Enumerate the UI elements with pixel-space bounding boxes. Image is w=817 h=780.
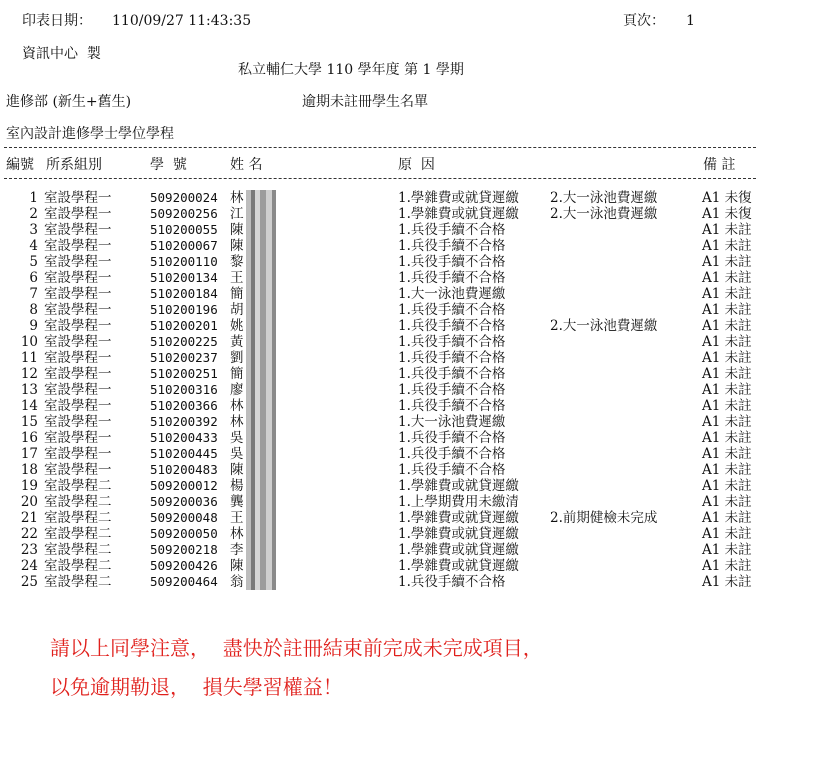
row-number: 24 — [20, 558, 38, 574]
row-note: A1 未註 — [702, 286, 752, 302]
notice-line-2: 以免逾期勒退， 損失學習權益！ — [50, 675, 343, 699]
row-number: 5 — [29, 254, 38, 270]
row-number: 2 — [29, 206, 38, 222]
row-reason-1: 1.學雜費或就貸遲繳 — [398, 558, 519, 574]
row-student-id: 510200201 — [150, 318, 218, 333]
table-row — [0, 190, 817, 206]
row-dept: 室設學程一 — [44, 318, 112, 334]
redacted-name — [246, 366, 276, 382]
row-note: A1 未註 — [702, 270, 752, 286]
row-surname: 陳 — [230, 238, 244, 254]
row-note: A1 未註 — [702, 574, 752, 590]
row-dept: 室設學程一 — [44, 398, 112, 414]
row-dept: 室設學程一 — [44, 270, 112, 286]
table-row — [0, 430, 817, 446]
row-student-id: 510200110 — [150, 254, 218, 269]
student-table — [0, 190, 817, 590]
row-number: 18 — [20, 462, 38, 478]
row-note: A1 未註 — [702, 414, 752, 430]
table-row — [0, 334, 817, 350]
redacted-name — [246, 334, 276, 350]
row-surname: 劉 — [230, 350, 244, 366]
row-reason-1: 1.兵役手續不合格 — [398, 462, 506, 478]
top-divider — [4, 147, 756, 148]
table-row — [0, 446, 817, 462]
row-dept: 室設學程一 — [44, 334, 112, 350]
table-row — [0, 542, 817, 558]
row-dept: 室設學程二 — [44, 558, 112, 574]
row-dept: 室設學程一 — [44, 206, 112, 222]
row-surname: 簡 — [230, 286, 244, 302]
row-reason-1: 1.學雜費或就貸遲繳 — [398, 478, 519, 494]
row-student-id: 509200048 — [150, 510, 218, 525]
maker-label: 資訊中心 製 — [22, 46, 101, 62]
row-note: A1 未註 — [702, 254, 752, 270]
row-surname: 李 — [230, 542, 244, 558]
row-surname: 陳 — [230, 222, 244, 238]
row-reason-1: 1.學雜費或就貸遲繳 — [398, 510, 519, 526]
row-student-id: 509200036 — [150, 494, 218, 509]
row-number: 14 — [20, 398, 38, 414]
notice-line-1: 請以上同學注意， 盡快於註冊結束前完成未完成項目， — [50, 636, 543, 660]
row-surname: 陳 — [230, 558, 244, 574]
row-dept: 室設學程一 — [44, 222, 112, 238]
table-row — [0, 494, 817, 510]
redacted-name — [246, 222, 276, 238]
row-note: A1 未註 — [702, 542, 752, 558]
row-student-id: 510200067 — [150, 238, 218, 253]
table-row — [0, 302, 817, 318]
row-number: 1 — [29, 190, 38, 206]
redacted-name — [246, 254, 276, 270]
row-dept: 室設學程二 — [44, 542, 112, 558]
row-number: 7 — [29, 286, 38, 302]
row-number: 6 — [29, 270, 38, 286]
table-row — [0, 350, 817, 366]
redacted-name — [246, 238, 276, 254]
row-note: A1 未註 — [702, 446, 752, 462]
redacted-name — [246, 510, 276, 526]
row-reason-2: 2.前期健檢未完成 — [550, 510, 658, 526]
row-reason-1: 1.學雜費或就貸遲繳 — [398, 190, 519, 206]
row-surname: 林 — [230, 398, 244, 414]
row-number: 10 — [20, 334, 38, 350]
redacted-name — [246, 190, 276, 206]
row-student-id: 510200251 — [150, 366, 218, 381]
row-reason-1: 1.學雜費或就貸遲繳 — [398, 206, 519, 222]
report-name: 逾期未註冊學生名單 — [302, 94, 428, 110]
row-surname: 吳 — [230, 430, 244, 446]
table-row — [0, 478, 817, 494]
row-note: A1 未註 — [702, 222, 752, 238]
table-row — [0, 510, 817, 526]
table-row — [0, 254, 817, 270]
redacted-name — [246, 542, 276, 558]
row-surname: 林 — [230, 414, 244, 430]
col-name: 姓 名 — [230, 157, 263, 173]
row-student-id: 510200134 — [150, 270, 218, 285]
row-student-id: 510200366 — [150, 398, 218, 413]
row-surname: 林 — [230, 190, 244, 206]
row-number: 20 — [20, 494, 38, 510]
row-dept: 室設學程二 — [44, 510, 112, 526]
row-reason-1: 1.兵役手續不合格 — [398, 366, 506, 382]
row-reason-1: 1.兵役手續不合格 — [398, 382, 506, 398]
redacted-name — [246, 398, 276, 414]
col-note: 備 註 — [703, 157, 736, 173]
row-note: A1 未註 — [702, 318, 752, 334]
row-surname: 林 — [230, 526, 244, 542]
redacted-name — [246, 462, 276, 478]
table-row — [0, 206, 817, 222]
row-note: A1 未註 — [702, 526, 752, 542]
row-surname: 楊 — [230, 478, 244, 494]
row-note: A1 未註 — [702, 302, 752, 318]
row-number: 9 — [29, 318, 38, 334]
redacted-name — [246, 414, 276, 430]
row-reason-1: 1.兵役手續不合格 — [398, 446, 506, 462]
row-student-id: 510200196 — [150, 302, 218, 317]
redacted-name — [246, 430, 276, 446]
row-note: A1 未註 — [702, 510, 752, 526]
row-student-id: 509200012 — [150, 478, 218, 493]
row-dept: 室設學程二 — [44, 478, 112, 494]
report-title: 私立輔仁大學 110 學年度 第 1 學期 — [238, 62, 464, 78]
redacted-name — [246, 270, 276, 286]
row-student-id: 509200464 — [150, 574, 218, 589]
row-note: A1 未註 — [702, 238, 752, 254]
row-dept: 室設學程一 — [44, 430, 112, 446]
row-dept: 室設學程一 — [44, 414, 112, 430]
row-note: A1 未註 — [702, 350, 752, 366]
table-row — [0, 286, 817, 302]
header-divider — [4, 178, 756, 179]
row-reason-1: 1.兵役手續不合格 — [398, 430, 506, 446]
row-student-id: 510200184 — [150, 286, 218, 301]
table-row — [0, 222, 817, 238]
row-note: A1 未註 — [702, 478, 752, 494]
row-reason-1: 1.兵役手續不合格 — [398, 350, 506, 366]
row-note: A1 未註 — [702, 334, 752, 350]
row-note: A1 未註 — [702, 430, 752, 446]
table-row — [0, 574, 817, 590]
row-reason-1: 1.兵役手續不合格 — [398, 334, 506, 350]
col-no: 編號 — [6, 157, 34, 173]
row-reason-1: 1.學雜費或就貸遲繳 — [398, 542, 519, 558]
row-number: 13 — [20, 382, 38, 398]
row-dept: 室設學程一 — [44, 254, 112, 270]
row-dept: 室設學程二 — [44, 526, 112, 542]
row-number: 8 — [29, 302, 38, 318]
redacted-name — [246, 350, 276, 366]
page-label: 頁次： — [623, 13, 665, 29]
table-row — [0, 414, 817, 430]
row-number: 25 — [20, 574, 38, 590]
row-surname: 龔 — [230, 494, 244, 510]
row-surname: 姚 — [230, 318, 244, 334]
row-reason-1: 1.兵役手續不合格 — [398, 574, 506, 590]
row-surname: 吳 — [230, 446, 244, 462]
row-dept: 室設學程二 — [44, 574, 112, 590]
table-row — [0, 270, 817, 286]
row-number: 12 — [20, 366, 38, 382]
row-dept: 室設學程一 — [44, 446, 112, 462]
row-student-id: 510200237 — [150, 350, 218, 365]
print-date: 110/09/27 11:43:35 — [112, 13, 252, 29]
row-student-id: 510200483 — [150, 462, 218, 477]
program-name: 室內設計進修學士學位學程 — [6, 126, 174, 142]
redacted-name — [246, 526, 276, 542]
row-number: 17 — [20, 446, 38, 462]
division-label: 進修部 (新生+舊生) — [6, 94, 132, 110]
row-note: A1 未註 — [702, 382, 752, 398]
row-reason-1: 1.兵役手續不合格 — [398, 302, 506, 318]
redacted-name — [246, 318, 276, 334]
row-reason-1: 1.大一泳池費遲繳 — [398, 286, 506, 302]
row-reason-2: 2.大一泳池費遲繳 — [550, 190, 658, 206]
row-number: 19 — [20, 478, 38, 494]
redacted-name — [246, 206, 276, 222]
table-row — [0, 398, 817, 414]
row-student-id: 510200055 — [150, 222, 218, 237]
table-row — [0, 238, 817, 254]
print-date-label: 印表日期： — [22, 13, 92, 29]
row-surname: 陳 — [230, 462, 244, 478]
row-reason-1: 1.兵役手續不合格 — [398, 238, 506, 254]
redacted-name — [246, 382, 276, 398]
table-row — [0, 318, 817, 334]
table-row — [0, 526, 817, 542]
row-reason-2: 2.大一泳池費遲繳 — [550, 206, 658, 222]
redacted-name — [246, 286, 276, 302]
redacted-name — [246, 478, 276, 494]
row-dept: 室設學程一 — [44, 190, 112, 206]
row-surname: 翁 — [230, 574, 244, 590]
redacted-name — [246, 302, 276, 318]
row-dept: 室設學程一 — [44, 286, 112, 302]
page-number: 1 — [686, 13, 695, 29]
row-surname: 黃 — [230, 334, 244, 350]
row-number: 3 — [29, 222, 38, 238]
row-reason-1: 1.兵役手續不合格 — [398, 398, 506, 414]
row-reason-1: 1.兵役手續不合格 — [398, 318, 506, 334]
col-student-id: 學 號 — [150, 157, 187, 173]
row-reason-1: 1.兵役手續不合格 — [398, 222, 506, 238]
row-student-id: 509200218 — [150, 542, 218, 557]
row-student-id: 509200024 — [150, 190, 218, 205]
row-dept: 室設學程一 — [44, 302, 112, 318]
row-student-id: 509200050 — [150, 526, 218, 541]
row-surname: 王 — [230, 270, 244, 286]
table-row — [0, 558, 817, 574]
redacted-name — [246, 446, 276, 462]
row-dept: 室設學程一 — [44, 462, 112, 478]
row-number: 21 — [20, 510, 38, 526]
row-reason-1: 1.兵役手續不合格 — [398, 270, 506, 286]
row-reason-2: 2.大一泳池費遲繳 — [550, 318, 658, 334]
table-row — [0, 382, 817, 398]
row-surname: 黎 — [230, 254, 244, 270]
row-surname: 簡 — [230, 366, 244, 382]
row-student-id: 510200316 — [150, 382, 218, 397]
row-dept: 室設學程二 — [44, 494, 112, 510]
row-note: A1 未註 — [702, 494, 752, 510]
row-dept: 室設學程一 — [44, 366, 112, 382]
row-reason-1: 1.上學期費用未繳清 — [398, 494, 519, 510]
col-reason: 原 因 — [398, 157, 435, 173]
row-surname: 王 — [230, 510, 244, 526]
table-row — [0, 462, 817, 478]
row-number: 11 — [20, 350, 38, 366]
redacted-name — [246, 574, 276, 590]
table-row — [0, 366, 817, 382]
row-note: A1 未註 — [702, 462, 752, 478]
row-note: A1 未註 — [702, 366, 752, 382]
col-dept: 所系組別 — [46, 157, 102, 173]
row-dept: 室設學程一 — [44, 238, 112, 254]
row-student-id: 510200445 — [150, 446, 218, 461]
row-student-id: 509200426 — [150, 558, 218, 573]
row-reason-1: 1.學雜費或就貸遲繳 — [398, 526, 519, 542]
row-number: 23 — [20, 542, 38, 558]
redacted-name — [246, 558, 276, 574]
redacted-name — [246, 494, 276, 510]
row-number: 4 — [29, 238, 38, 254]
row-student-id: 510200392 — [150, 414, 218, 429]
row-note: A1 未復 — [702, 206, 752, 222]
row-dept: 室設學程一 — [44, 382, 112, 398]
row-surname: 廖 — [230, 382, 244, 398]
row-number: 16 — [20, 430, 38, 446]
row-surname: 胡 — [230, 302, 244, 318]
row-dept: 室設學程一 — [44, 350, 112, 366]
row-note: A1 未註 — [702, 558, 752, 574]
row-reason-1: 1.兵役手續不合格 — [398, 254, 506, 270]
row-student-id: 510200225 — [150, 334, 218, 349]
row-surname: 江 — [230, 206, 244, 222]
row-student-id: 509200256 — [150, 206, 218, 221]
row-note: A1 未註 — [702, 398, 752, 414]
row-number: 15 — [20, 414, 38, 430]
row-number: 22 — [20, 526, 38, 542]
row-student-id: 510200433 — [150, 430, 218, 445]
row-note: A1 未復 — [702, 190, 752, 206]
row-reason-1: 1.大一泳池費遲繳 — [398, 414, 506, 430]
